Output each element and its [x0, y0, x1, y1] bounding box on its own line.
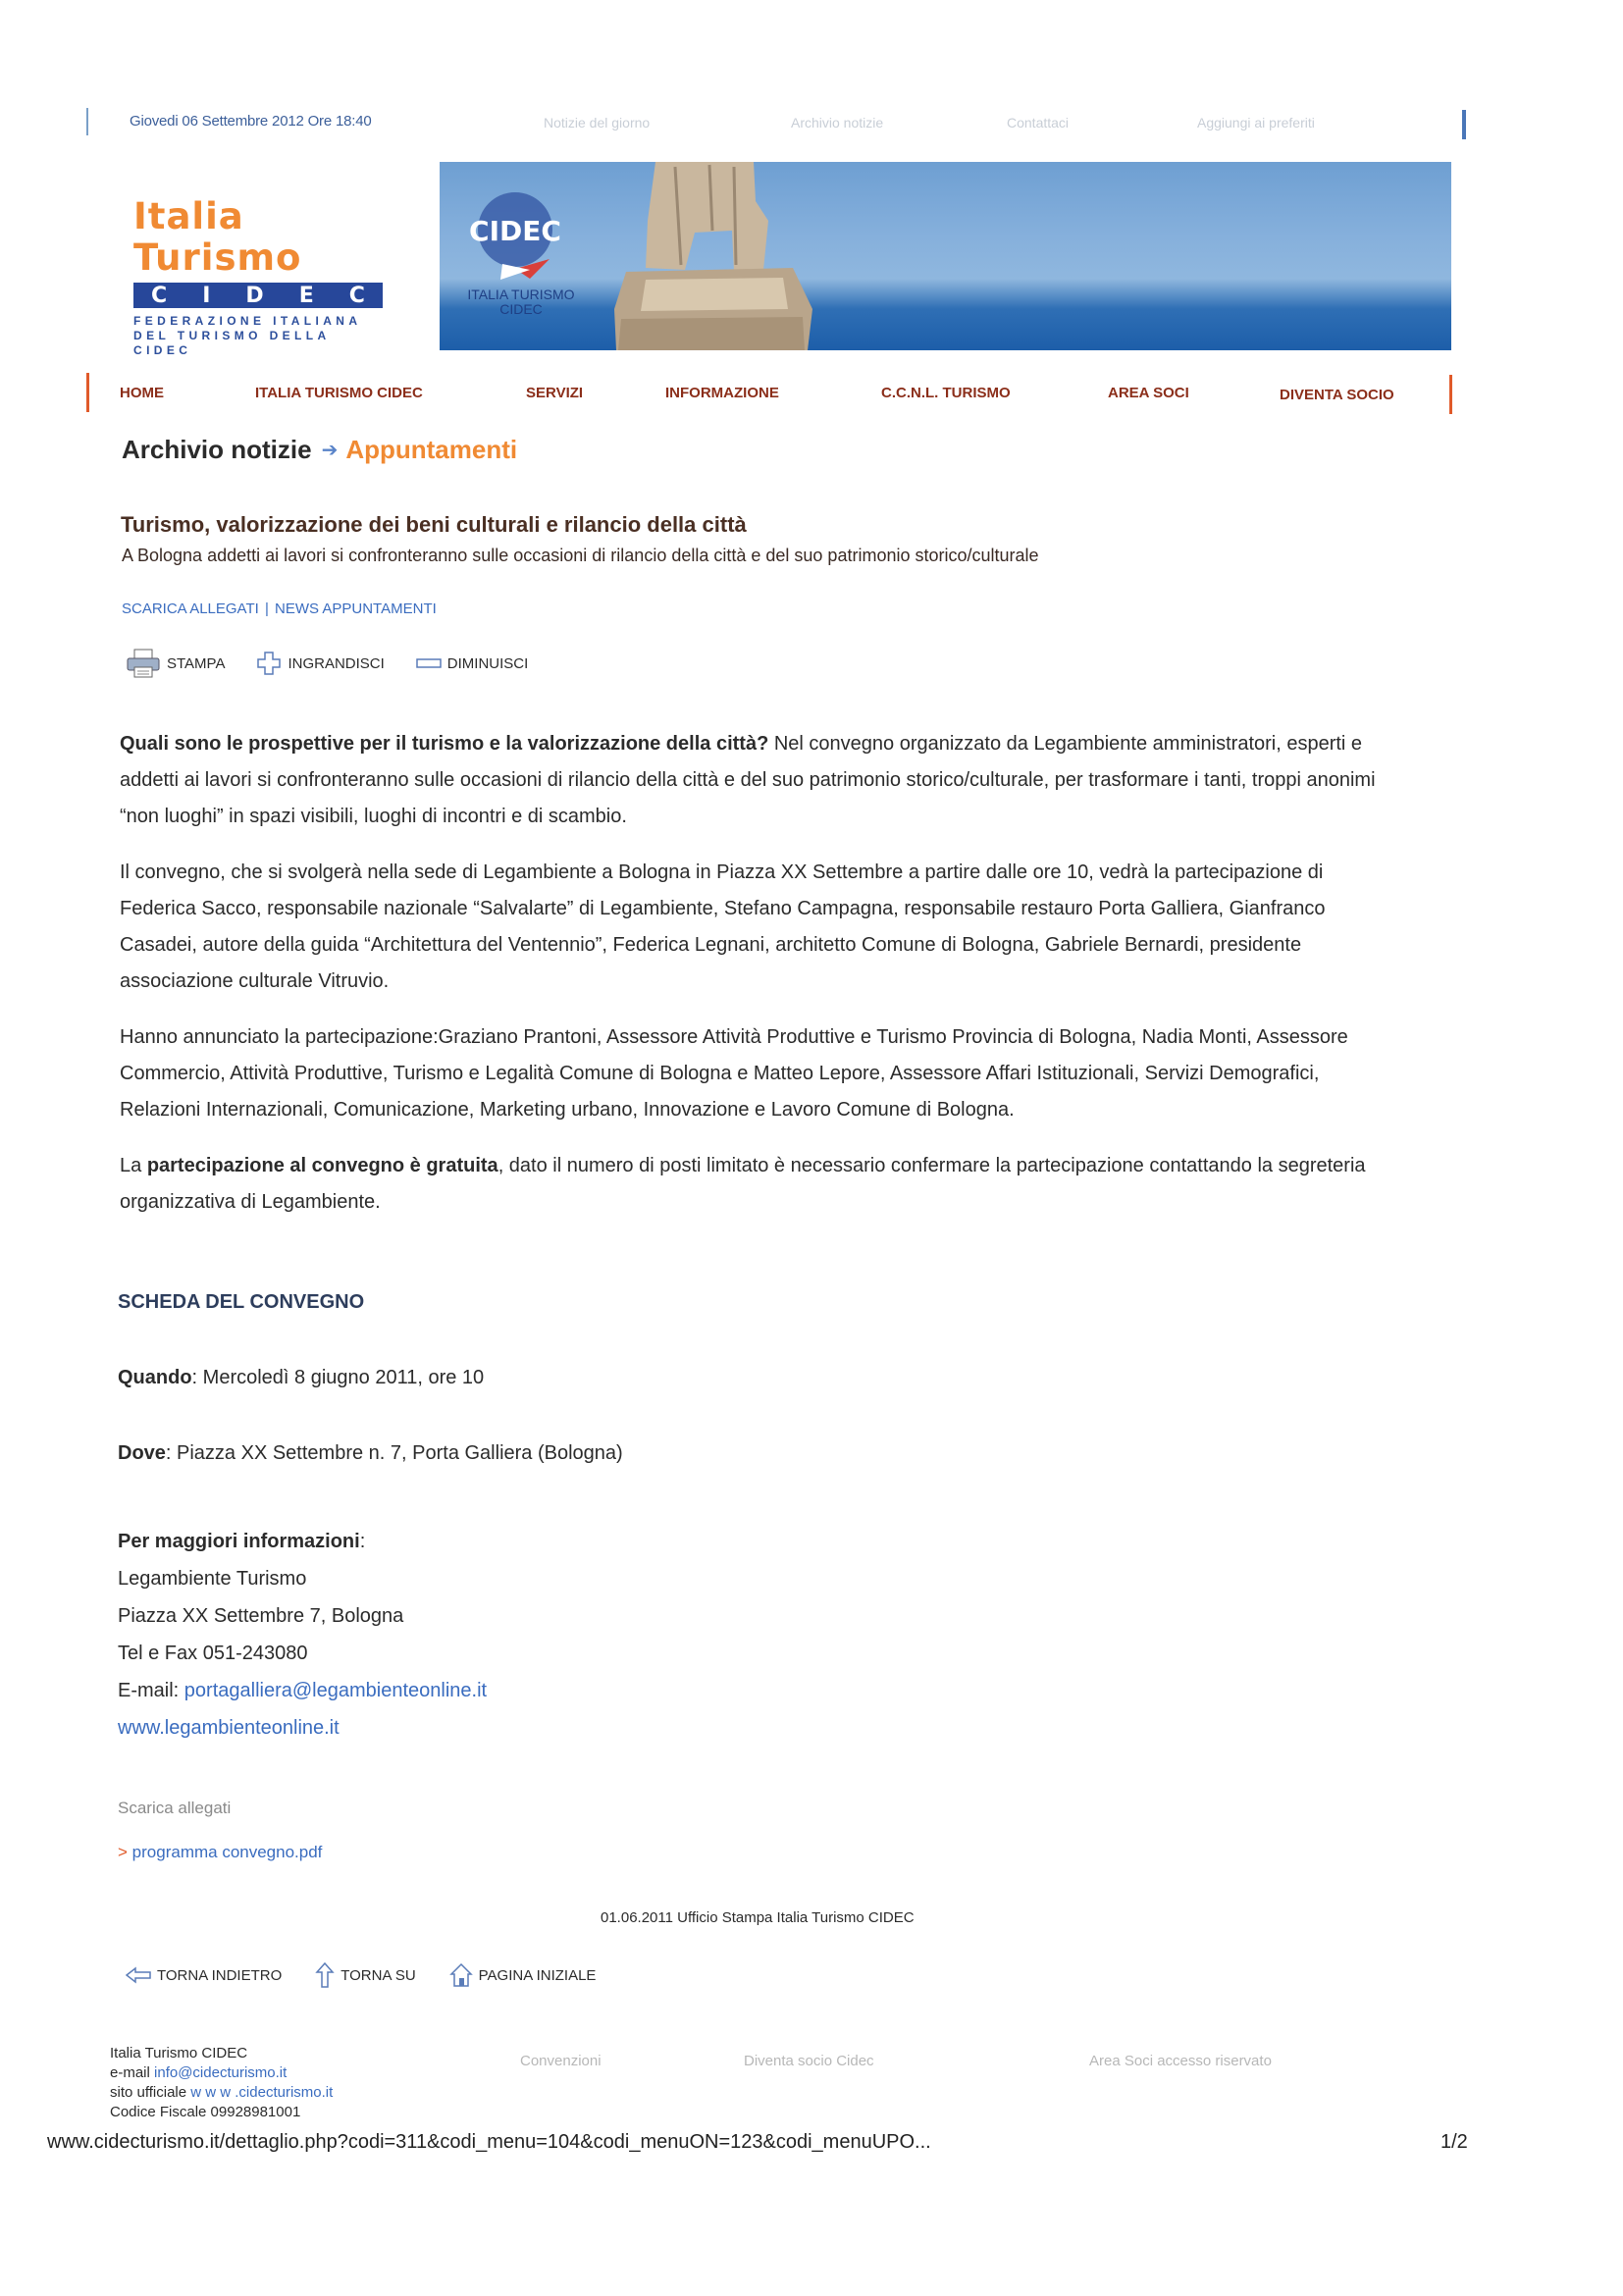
- top-link-contattaci[interactable]: Contattaci: [1007, 115, 1070, 130]
- logo-letter: E: [298, 283, 314, 308]
- diminuisci-button[interactable]: [416, 655, 529, 672]
- paragraph: Hanno annunciato la partecipazione:Graziano Prantoni, Assessore Attività Produttive e Turismo Provincia di Bologna, Nadia Monti, Assessore Commercio, Attività Produttive, Turismo e Legalità Comune di Bologna e Matteo Lepore, Assessore Affari Istituzionali, Servizi Demografici, Relazioni Internazionali, Comunicazione, Marketing urbano, Innovazione e Lavoro Comune di Bologna.: [120, 1026, 1348, 1121]
- banner-caption: ITALIA TURISMO CIDEC: [467, 287, 575, 317]
- main-nav: [86, 373, 1452, 417]
- logo-subtitle-line: DEL TURISMO DELLA CIDEC: [133, 329, 331, 357]
- article-body: [120, 726, 1395, 1240]
- paragraph: [120, 726, 1395, 835]
- logo-subtitle-line: FEDERAZIONE ITALIANA: [133, 314, 362, 328]
- top-bar-left-rule: [86, 108, 88, 135]
- ingrandisci-button[interactable]: [256, 651, 384, 676]
- info-tel: Tel e Fax 051-243080: [118, 1643, 308, 1664]
- scarica-allegati-link[interactable]: SCARICA ALLEGATI: [122, 600, 259, 617]
- paragraph: Il convegno, che si svolgerà nella sede di Legambiente a Bologna in Piazza XX Settembre a partire dalle ore 10, vedrà la partecipazione di Federica Sacco, responsabile nazionale “Salvalarte” di Legambiente, Stefano Campagna, responsabile restauro Porta Galliera, Gianfranco Casadei, autore della guida “Architettura del Ventennio”, Federica Legnani, architetto Comune di Bologna, Gabriele Bernardi, presidente associazione culturale Vitruvio.: [120, 861, 1326, 992]
- info-label: Per maggiori informazioni: [118, 1531, 360, 1552]
- nav-item-italia-turismo-cidec[interactable]: ITALIA TURISMO CIDEC: [255, 385, 423, 401]
- info-email-label: E-mail:: [118, 1680, 184, 1701]
- top-link-archivio-notizie[interactable]: Archivio notizie: [791, 115, 884, 130]
- footer-link-area-soci[interactable]: Area Soci accesso riservato: [1089, 2053, 1272, 2069]
- info-block: [118, 1523, 487, 1747]
- print-page-number: 1/2: [1440, 2131, 1468, 2153]
- nav-left-rule: [86, 373, 89, 412]
- footer-site-label: sito ufficiale: [110, 2084, 191, 2101]
- logo-letter: I: [202, 283, 211, 308]
- paragraph: [120, 1148, 1395, 1221]
- nav-right-rule: [1449, 375, 1452, 414]
- nav-item-informazione[interactable]: INFORMAZIONE: [665, 385, 779, 401]
- footer-info: [110, 2044, 333, 2122]
- site-logo[interactable]: [133, 196, 383, 358]
- pagina-iniziale-button[interactable]: [449, 1962, 597, 1988]
- news-appuntamenti-link[interactable]: NEWS APPUNTAMENTI: [275, 600, 437, 617]
- quando-row: [118, 1367, 484, 1389]
- info-heading: [118, 1523, 487, 1560]
- link-separator: |: [264, 600, 269, 617]
- footer-link-diventa-socio[interactable]: Diventa socio Cidec: [744, 2053, 874, 2069]
- dove-label: Dove: [118, 1442, 166, 1464]
- torna-su-button[interactable]: [315, 1962, 415, 1988]
- article-links: [122, 600, 437, 617]
- footer-codice-fiscale: Codice Fiscale 09928981001: [110, 2104, 301, 2120]
- top-link-notizie-del-giorno[interactable]: Notizie del giorno: [544, 115, 651, 130]
- info-address: Piazza XX Settembre 7, Bologna: [118, 1605, 404, 1627]
- info-web-link[interactable]: www.legambienteonline.it: [118, 1717, 340, 1739]
- logo-cidec-band: [133, 283, 383, 308]
- quando-label: Quando: [118, 1367, 192, 1388]
- paragraph-bold: partecipazione al convegno è gratuita: [146, 1155, 498, 1176]
- logo-letter: C: [348, 283, 365, 308]
- current-date: Giovedi 06 Settembre 2012 Ore 18:40: [130, 113, 372, 130]
- top-bar-right-rule: [1462, 110, 1466, 139]
- torna-su-label: TORNA SU: [340, 1966, 416, 1984]
- allegati-row: [118, 1843, 322, 1862]
- pagina-iniziale-label: PAGINA INIZIALE: [478, 1966, 597, 1984]
- nav-item-area-soci[interactable]: AREA SOCI: [1108, 385, 1189, 401]
- footer-site-link[interactable]: w w w .cidecturismo.it: [190, 2084, 334, 2101]
- diminuisci-label: DIMINUISCI: [446, 654, 529, 672]
- cidec-badge-text: CIDEC: [469, 215, 561, 247]
- dove-row: [118, 1442, 623, 1465]
- nav-item-diventa-socio[interactable]: DIVENTA SOCIO: [1280, 387, 1394, 403]
- footer-site-row: [110, 2083, 333, 2103]
- top-link-aggiungi-preferiti[interactable]: Aggiungi ai preferiti: [1197, 115, 1315, 130]
- info-email-row: [118, 1672, 487, 1709]
- column-ruin-image: [587, 162, 822, 350]
- breadcrumb: [122, 435, 517, 465]
- scheda-heading: SCHEDA DEL CONVEGNO: [118, 1291, 365, 1313]
- article-subtitle: A Bologna addetti ai lavori si confronteranno sulle occasioni di rilancio della città e del suo patrimonio storico/culturale: [122, 546, 1039, 565]
- breadcrumb-current: Appuntamenti: [345, 435, 518, 464]
- logo-subtitle: [133, 314, 383, 358]
- plus-icon: [256, 651, 282, 676]
- header-banner: [440, 162, 1451, 350]
- cidec-badge-icon: [461, 185, 569, 293]
- paragraph-text: , dato il numero di posti limitato è necessario confermare la partecipazione contattando la segreteria organizzativa di Legambiente.: [120, 1155, 1366, 1213]
- print-url: www.cidecturismo.it/dettaglio.php?codi=311&codi_menu=104&codi_menuON=123&codi_menuUPO...: [47, 2131, 931, 2153]
- logo-letter: C: [151, 283, 168, 308]
- torna-indietro-label: TORNA INDIETRO: [157, 1966, 283, 1984]
- printer-icon: [126, 648, 161, 679]
- arrow-right-icon: ➔: [321, 440, 339, 461]
- footer-link-convenzioni[interactable]: Convenzioni: [520, 2053, 602, 2069]
- info-name: Legambiente Turismo: [118, 1568, 307, 1590]
- minus-icon: [416, 656, 442, 670]
- nav-item-servizi[interactable]: SERVIZI: [526, 385, 584, 401]
- torna-indietro-button[interactable]: [126, 1966, 282, 1984]
- stampa-button[interactable]: [126, 648, 225, 679]
- logo-title: Italia Turismo: [133, 195, 302, 279]
- info-email-link[interactable]: portagalliera@legambienteonline.it: [183, 1680, 488, 1701]
- allegati-heading: Scarica allegati: [118, 1799, 232, 1817]
- top-bar: [86, 106, 1466, 139]
- quando-value: : Mercoledì 8 giugno 2011, ore 10: [191, 1367, 485, 1388]
- logo-letter: D: [245, 283, 264, 308]
- article-credit: 01.06.2011 Ufficio Stampa Italia Turismo CIDEC: [601, 1909, 915, 1926]
- footer-org: Italia Turismo CIDEC: [110, 2045, 248, 2061]
- footer-email-link[interactable]: info@cidecturismo.it: [154, 2064, 288, 2081]
- paragraph-text: La: [120, 1155, 147, 1176]
- chevron-right-icon: >: [118, 1843, 128, 1861]
- arrow-up-icon: [315, 1962, 335, 1988]
- footer-email-row: [110, 2063, 333, 2083]
- info-web-row: [118, 1709, 487, 1747]
- nav-item-ccnl-turismo[interactable]: C.C.N.L. TURISMO: [881, 385, 1011, 401]
- dove-value: : Piazza XX Settembre n. 7, Porta Galliera (Bologna): [165, 1442, 623, 1464]
- arrow-left-icon: [126, 1966, 151, 1984]
- stampa-label: STAMPA: [167, 654, 226, 672]
- info-colon: :: [359, 1531, 366, 1552]
- paragraph-text: Nel convegno organizzato da Legambiente amministratori, esperti e addetti ai lavori si confronteranno sulle occasioni di rilancio della città e del suo patrimonio storico/culturale, per trasformare i tanti, troppi anonimi “non luoghi” in spazi visibili, luoghi di incontri e di scambio.: [120, 733, 1376, 827]
- allegati-file-link[interactable]: programma convegno.pdf: [131, 1843, 323, 1861]
- breadcrumb-archivio-notizie[interactable]: Archivio notizie: [122, 435, 312, 464]
- back-navigation: [126, 1962, 629, 1988]
- article-tools: [126, 648, 559, 679]
- nav-item-home[interactable]: HOME: [120, 385, 164, 401]
- ingrandisci-label: INGRANDISCI: [288, 654, 385, 672]
- home-icon: [449, 1962, 473, 1988]
- paragraph-lead-bold: Quali sono le prospettive per il turismo e la valorizzazione della città?: [120, 733, 769, 755]
- footer-email-label: e-mail: [110, 2064, 155, 2081]
- article-title: Turismo, valorizzazione dei beni culturali e rilancio della città: [121, 512, 747, 537]
